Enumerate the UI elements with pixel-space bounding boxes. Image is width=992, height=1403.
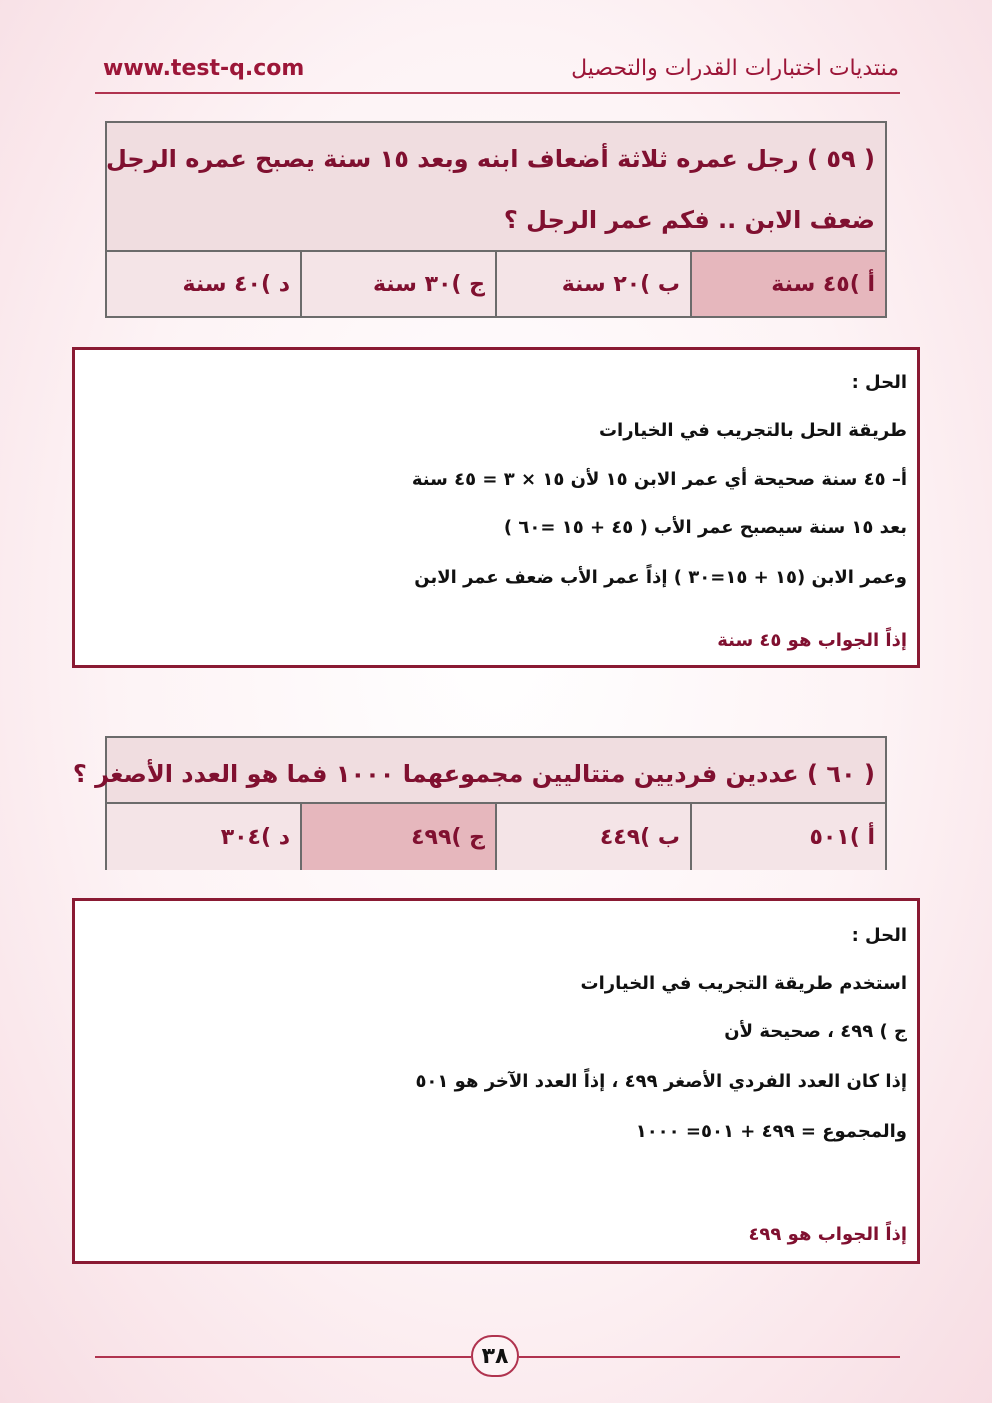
solution-line: ج ) ٤٩٩ ، صحيحة لأن	[724, 1021, 907, 1042]
question-59-box	[105, 121, 887, 318]
solution-line: بعد ١٥ سنة سيصبح عمر الأب ( ٤٥ + ١٥ =٦٠ )	[503, 517, 907, 538]
solution-line: طريقة الحل بالتجريب في الخيارات	[598, 420, 907, 441]
solution-line: أ– ٤٥ سنة صحيحة أي عمر الابن ١٥ لأن ١٥ × ٣ = ٤٥ سنة	[411, 469, 907, 490]
question-60-box	[72, 736, 887, 870]
choice-c[interactable]: ج )٣٠ سنة	[300, 252, 495, 316]
solution-heading: الحل :	[851, 372, 907, 393]
question-59-line-1: ( ٥٩ ) رجل عمره ثلاثة أضعاف ابنه وبعد ١٥ سنة يصبح عمره الرجل	[105, 145, 875, 173]
page-number: ٣٨	[471, 1335, 519, 1377]
question-59-choices	[107, 250, 885, 316]
question-60-text	[72, 738, 885, 802]
choice-d[interactable]: د )٣٠٤	[107, 804, 300, 870]
choice-d[interactable]: د )٤٠ سنة	[107, 252, 300, 316]
choice-a[interactable]: أ )٤٥ سنة	[690, 252, 885, 316]
answer-60-box	[72, 898, 920, 1264]
footer-divider-right	[519, 1356, 900, 1358]
question-59-line-2: ضعف الابن .. فكم عمر الرجل ؟	[503, 206, 875, 234]
choice-a[interactable]: أ )٥٠١	[690, 804, 885, 870]
final-answer: إذاً الجواب هو ٤٩٩	[748, 1224, 907, 1245]
header-site-url[interactable]: www.test-q.com	[103, 56, 305, 81]
header-title: منتديات اختبارات القدرات والتحصيل	[571, 56, 899, 81]
choice-c[interactable]: ج )٤٩٩	[300, 804, 495, 870]
header-divider	[95, 92, 900, 94]
question-59-text	[107, 123, 885, 250]
solution-line: إذا كان العدد الفردي الأصغر ٤٩٩ ، إذاً العدد الآخر هو ٥٠١	[415, 1071, 907, 1092]
choice-b[interactable]: ب )٤٤٩	[495, 804, 690, 870]
solution-heading: الحل :	[851, 925, 907, 946]
footer-divider-left	[95, 1356, 471, 1358]
solution-line: استخدم طريقة التجريب في الخيارات	[580, 973, 907, 994]
solution-line: والمجموع = ٤٩٩ + ٥٠١= ١٠٠٠	[635, 1121, 907, 1142]
choice-b[interactable]: ب )٢٠ سنة	[495, 252, 690, 316]
question-60-line-1: ( ٦٠ ) عددين فرديين متتاليين مجموعهما ١٠٠٠ فما هو العدد الأصغر ؟	[72, 760, 875, 788]
answer-59-box	[72, 347, 920, 668]
question-60-choices	[107, 802, 885, 870]
final-answer: إذاً الجواب هو ٤٥ سنة	[717, 630, 907, 651]
solution-line: وعمر الابن (١٥ + ١٥=٣٠ ) إذاً عمر الأب ضعف عمر الابن	[414, 567, 907, 588]
